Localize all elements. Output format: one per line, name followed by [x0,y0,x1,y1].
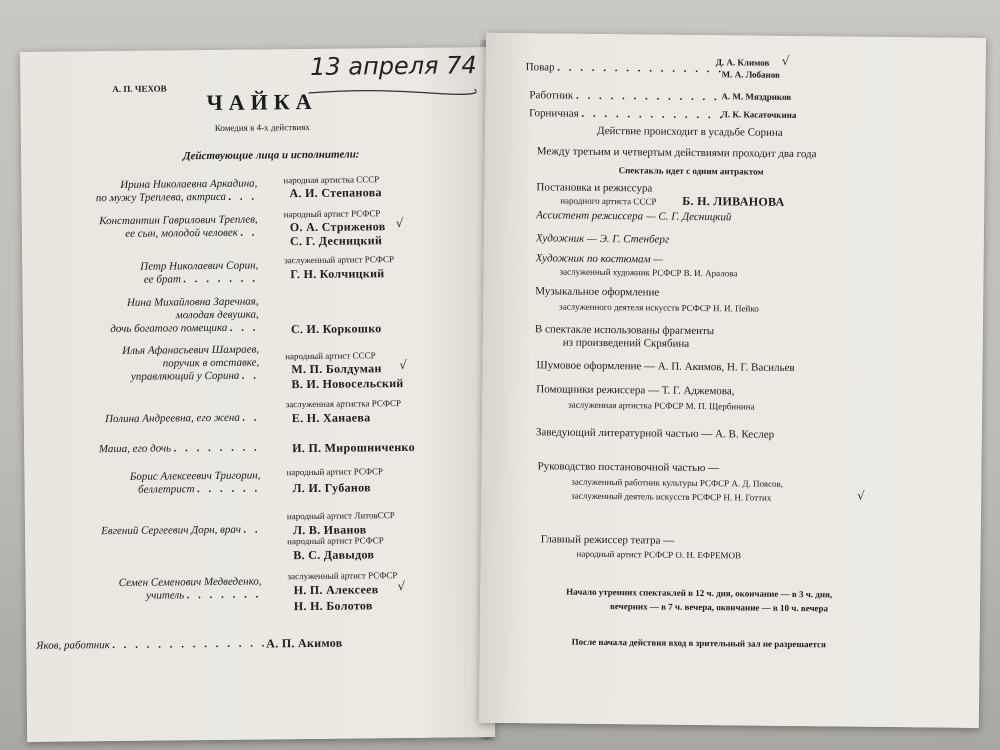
scriabin-note: В спектакле использованы фрагменты [534,323,715,338]
actor-title: народный артист СССР [285,350,376,362]
cast-role: Полина Андреевна, его жена . . [105,411,260,426]
check-mark-icon: √ [781,53,790,68]
cast-role: Горничная . . . . . . . . . . . . . [529,107,726,122]
chief-director-credit: народный артист РСФСР О. Н. ЕФРЕМОВ [576,548,742,561]
staging-name: Б. Н. ЛИВАНОВА [682,193,785,209]
check-mark-icon: √ [857,488,865,503]
actor-title: народный артист ЛитовССР [286,510,395,522]
play-title: ЧАЙКА [206,88,318,116]
cast-role: Повар . . . . . . . . . . . . . . . [525,61,725,76]
production-label: Руководство постановочной частью — [537,460,720,475]
cast-role: Илья Афанасьевич Шамраев, поручик в отставке, управляющий у Сорина . . [122,343,260,383]
actor-name: Г. Н. Колчицкий [290,266,385,282]
start-times: Начало утренних спектаклей в 12 ч. дня, окончание — в 3 ч. дня, [566,586,833,600]
cast-role: Константин Гаврилович Треплев, ее сын, молодой человек . . [99,213,258,240]
cast-heading: Действующие лица и исполнители: [183,148,360,163]
cast-role: Ирина Николаевна Аркадина, по мужу Треплева, актриса . . . [95,177,258,205]
cast-role: Борис Алексеевич Тригорин, беллетрист . . . . . . [129,469,261,496]
music-label: Музыкальное оформление [535,285,660,299]
actor-name: В. И. Новосельский [291,376,404,392]
handwritten-date: 13 апреля 74 [310,51,477,81]
actor-name: Е. Н. Ханаева [291,410,371,426]
actor-name: И. П. Мирошниченко [292,439,415,456]
production-credit: заслуженный деятель искусств РСФСР Н. Н. Готтих [571,490,772,503]
actor-name: М. А. Лобанов [721,69,780,80]
actor-title: народный артист РСФСР [283,208,381,220]
check-mark-icon: √ [399,357,408,373]
actor-name: Л. В. Иванов [292,522,367,538]
actor-title: заслуженная артистка РСФСР [285,398,402,410]
actor-title: заслуженный артист РСФСР [284,254,395,266]
actor-name: Н. Н. Болотов [293,598,373,614]
one-intermission-note: Спектакль идет с одним антрактом [618,165,764,177]
play-subtitle: Комедия в 4-х действиях [214,121,310,133]
actor-name: А. П. Акимов [266,635,343,651]
actor-name: О. А. Стриженов [289,219,386,235]
setting-note: Действие происходит в усадьбе Сорина [596,124,783,139]
actor-name: Л. К. Касаточкина [721,109,797,121]
artist-credit: Художник — Э. Г. Стенберг [535,232,670,246]
staging-title: народного артиста СССР [560,195,657,207]
start-times: вечерних — в 7 ч. вечера, окончание — в 10 ч. вечера [609,601,829,614]
actor-name: С. Г. Десницкий [289,233,383,249]
noise-credit: Шумовое оформление — А. П. Акимов, Н. Г. Васильев [536,359,795,375]
assistant-credit: Ассистент режиссера — С. Г. Десницкий [536,209,732,224]
scriabin-note: из произведений Скрябина [562,336,690,350]
costume-credit: заслуженный художник РСФСР В. И. Аралова [559,266,738,279]
actor-title: народный артист РСФСР [287,535,384,547]
actor-title: народная артистка СССР [283,174,380,186]
cast-role: Работник . . . . . . . . . . . . . [529,89,720,104]
music-credit: заслуженного деятеля искусств РСФСР Н. И. Пейко [559,301,759,314]
cast-role: Петр Николаевич Сорин, ее брат . . . . . . . [140,259,259,286]
no-entry-note: После начала действия вход в зрительный зал не разрешается [571,636,826,650]
left-page [20,47,495,742]
cast-role: Нина Михайловна Заречная, молодая девушка, дочь богатого помещика . . . [110,295,259,336]
actor-name: Н. П. Алексеев [293,582,379,598]
handwritten-underline [306,83,476,99]
actor-name: С. И. Коркошко [290,321,382,337]
actor-name: Л. И. Губанов [292,480,371,496]
actor-title: заслуженный артист РСФСР [287,570,398,582]
check-mark-icon: √ [395,215,404,231]
helpers-label: Помощники режиссера — Т. Г. Аджемова, [536,383,735,398]
cast-role: Маша, его дочь . . . . . . . . [98,441,261,456]
actor-name: А. М. Мяздриков [721,91,792,102]
actor-name: М. П. Болдуман [291,361,382,377]
literary-credit: Заведующий литературной частью — А. В. Кеслер [535,426,775,441]
actor-name: А. И. Степанова [289,185,382,201]
helpers-credit: заслуженная артистка РСФСР М. П. Щербинина [568,399,755,412]
cast-role: Яков, работник . . . . . . . . . . . . . . [36,637,268,652]
costume-label: Художник по костюмам — [535,252,664,266]
actor-name: В. С. Давыдов [293,547,375,563]
actor-title: народный артист РСФСР [286,466,384,478]
actor-name: Д. А. Климов [715,57,770,68]
right-page [479,33,986,728]
staging-label: Постановка и режиссура [536,181,653,195]
author: А. П. ЧЕХОВ [112,83,167,95]
intermission-note: Между третьим и четвертым действиями проходит два года [536,145,817,161]
chief-director-label: Главный режиссер театра — [540,533,675,547]
production-credit: заслуженный работник культуры РСФСР А. Д. Поясов, [571,476,784,489]
cast-role: Семен Семенович Медведенко, учитель . . . . . . . [118,575,262,602]
check-mark-icon: √ [397,578,406,594]
cast-role: Евгений Сергеевич Дорн, врач . . [101,523,262,538]
